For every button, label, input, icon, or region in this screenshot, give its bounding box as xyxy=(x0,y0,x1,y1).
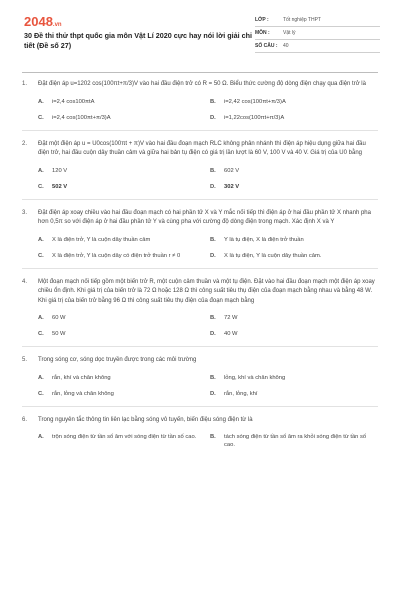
meta-row xyxy=(255,14,380,27)
meta-key: LỚP : xyxy=(255,17,269,23)
option-letter: D. xyxy=(210,252,216,259)
question-list xyxy=(0,80,400,457)
option-letter: D. xyxy=(210,114,216,121)
option-letter: B. xyxy=(210,434,216,440)
question-stem: Trong nguyên tắc thông tin liên lạc bằng sóng vô tuyến, biến điệu sóng điện từ là xyxy=(38,416,253,423)
answer-option[interactable] xyxy=(210,390,378,398)
option-text: 60 W xyxy=(52,315,66,321)
question-item xyxy=(0,278,400,339)
answer-option[interactable] xyxy=(38,374,206,382)
option-letter: A. xyxy=(38,434,44,440)
question-item xyxy=(0,140,400,191)
answer-option[interactable] xyxy=(38,236,206,244)
answer-option[interactable] xyxy=(210,330,378,338)
answer-option[interactable] xyxy=(38,183,206,191)
option-text: i=2,4 cos100πtA xyxy=(52,98,95,105)
option-letter: D. xyxy=(210,390,216,397)
option-text: Y là tụ điện, X là điện trở thuần xyxy=(224,236,304,243)
answer-option[interactable] xyxy=(210,374,378,382)
option-text: rắn, khí và chân không xyxy=(52,374,111,381)
answer-option[interactable] xyxy=(210,433,378,449)
page-title: 30 Đề thi thử thpt quốc gia môn Vật Lí 2020 cực hay nói lời giải chi tiết (Đề số 27) xyxy=(24,31,252,50)
option-text: i=2,4 cos(100πt+π/3)A xyxy=(52,114,111,121)
answer-option[interactable] xyxy=(38,167,206,175)
question-item xyxy=(0,209,400,260)
option-text: rắn, lỏng và chân không xyxy=(52,390,114,397)
answer-options xyxy=(38,433,378,449)
option-text: 120 V xyxy=(52,167,68,174)
option-letter: B. xyxy=(210,98,216,105)
answer-option[interactable] xyxy=(38,98,206,106)
option-text: X là điện trở, Y là cuộn dây thuần cảm xyxy=(52,236,151,243)
meta-key: SỐ CÂU : xyxy=(255,43,278,49)
answer-option[interactable] xyxy=(38,390,206,398)
question-number: 2. xyxy=(22,140,28,147)
answer-option[interactable] xyxy=(38,314,206,322)
question-stem: Đặt điện áp xoay chiều vào hai đầu đoạn mạch có hai phần tử X và Y mắc nối tiếp thì điện áp ở hai đầu phần tử X nhanh pha hơn 0,5π so với điện áp ở hai đầu phần tử Y và cùng pha với cường độ dòng điện trong mạch. Xác định X và Y xyxy=(38,209,371,225)
answer-options xyxy=(38,167,378,191)
answer-option[interactable] xyxy=(38,114,206,122)
option-letter: B. xyxy=(210,236,216,243)
option-letter: D. xyxy=(210,183,216,190)
answer-option[interactable] xyxy=(210,167,378,175)
question-number: 5. xyxy=(22,357,28,363)
answer-option[interactable] xyxy=(210,252,378,260)
question-item xyxy=(0,416,400,450)
option-letter: A. xyxy=(38,236,44,243)
site-logo[interactable] xyxy=(24,14,62,29)
header xyxy=(0,0,400,70)
option-letter: B. xyxy=(210,374,216,381)
logo-suffix: .vn xyxy=(52,22,62,28)
question-stem: Trong sóng cơ, sóng dọc truyền được trong các môi trường xyxy=(38,357,197,363)
answer-options xyxy=(38,314,378,338)
question-stem: Một đoạn mạch nối tiếp gồm một biến trở R, một cuộn cảm thuần và một tụ điện. Đặt vào hai đầu đoạn mạch một điện áp xoay chiều ổn định. Khi giá trị của biến trở là 72 Ω hoặc 128 Ω thì công suất tiêu thụ điện của đoạn mạch bằng nhau và bằng 48 W. Khi giá trị của biến trở bằng 96 Ω thì công suất tiêu thụ điện của đoạn mạch bằng xyxy=(38,278,375,304)
option-text: i=2,42 cos(100πt+π/3)A xyxy=(224,98,286,105)
question-number: 4. xyxy=(22,278,28,285)
question-stem: Đặt điện áp u=1202 cos(100πt+π/3)V vào hai đầu điện trở có R = 50 Ω. Biểu thức cường độ dòng điện chạy qua điện trở là xyxy=(38,81,366,87)
logo-main: 2048 xyxy=(24,14,53,29)
answer-options xyxy=(38,374,378,398)
option-text: lỏng, khí và chân không xyxy=(224,374,286,381)
option-letter: A. xyxy=(38,374,44,381)
option-letter: C. xyxy=(38,183,44,190)
question-number: 1. xyxy=(22,81,28,87)
answer-option[interactable] xyxy=(210,183,378,191)
exam-meta xyxy=(255,14,380,53)
option-text: 502 V xyxy=(52,183,68,190)
option-text: X là tụ điện, Y là cuộn dây thuần cảm. xyxy=(224,252,322,259)
question-divider xyxy=(22,346,378,347)
question-number: 3. xyxy=(22,209,28,216)
question-item xyxy=(0,80,400,122)
option-letter: A. xyxy=(38,167,44,174)
option-text: 602 V xyxy=(224,167,240,174)
question-divider xyxy=(22,268,378,269)
meta-value: Tốt nghiệp THPT xyxy=(283,17,321,23)
answer-option[interactable] xyxy=(38,433,206,449)
answer-option[interactable] xyxy=(38,330,206,338)
answer-options xyxy=(38,98,378,122)
question-divider xyxy=(22,406,378,407)
option-text: i=1,22cos(100πt+π/3)A xyxy=(224,114,285,121)
meta-value: Vật lý xyxy=(283,30,296,36)
option-text: rắn, lỏng, khí xyxy=(224,390,258,397)
option-letter: C. xyxy=(38,331,44,337)
meta-row xyxy=(255,27,380,40)
option-text: X là điện trở, Y là cuộn dây có điện trở thuần r ≠ 0 xyxy=(52,252,181,259)
answer-option[interactable] xyxy=(210,98,378,106)
option-text: 72 W xyxy=(224,315,238,321)
answer-option[interactable] xyxy=(210,314,378,322)
answer-option[interactable] xyxy=(210,236,378,244)
option-letter: A. xyxy=(38,315,44,321)
answer-option[interactable] xyxy=(210,114,378,122)
option-letter: C. xyxy=(38,252,44,259)
answer-option[interactable] xyxy=(38,252,206,260)
meta-value: 40 xyxy=(283,43,289,49)
option-letter: B. xyxy=(210,315,216,321)
meta-row xyxy=(255,40,380,53)
question-stem: Đặt một điện áp u = U0cos(100πt + π)V vào hai đầu đoạn mạch RLC không phân nhánh thì điện áp hiệu dụng giữa hai đầu điện trở, hai đầu cuộn dây thuần cảm và giữa hai bản tụ điện có giá trị lần lượt là 60 V, 100 V và 40 V. Giá trị của U0 bằng xyxy=(38,140,366,156)
option-text: 40 W xyxy=(224,331,238,337)
option-letter: D. xyxy=(210,331,216,337)
answer-options xyxy=(38,236,378,260)
option-text: trộn sóng điện từ tần số âm với sóng điện từ tần số cao. xyxy=(52,434,197,440)
option-letter: A. xyxy=(38,98,44,105)
option-letter: C. xyxy=(38,114,44,121)
question-divider xyxy=(22,199,378,200)
meta-key: MÔN : xyxy=(255,30,270,36)
option-text: 50 W xyxy=(52,331,66,337)
option-letter: C. xyxy=(38,390,44,397)
header-divider xyxy=(22,72,378,73)
question-item xyxy=(0,356,400,398)
question-divider xyxy=(22,130,378,131)
question-number: 6. xyxy=(22,416,28,423)
option-text: tách sóng điện từ tần số âm ra khỏi sóng điện từ tần số cao. xyxy=(224,434,367,448)
option-text: 302 V xyxy=(224,183,240,190)
option-letter: B. xyxy=(210,167,216,174)
